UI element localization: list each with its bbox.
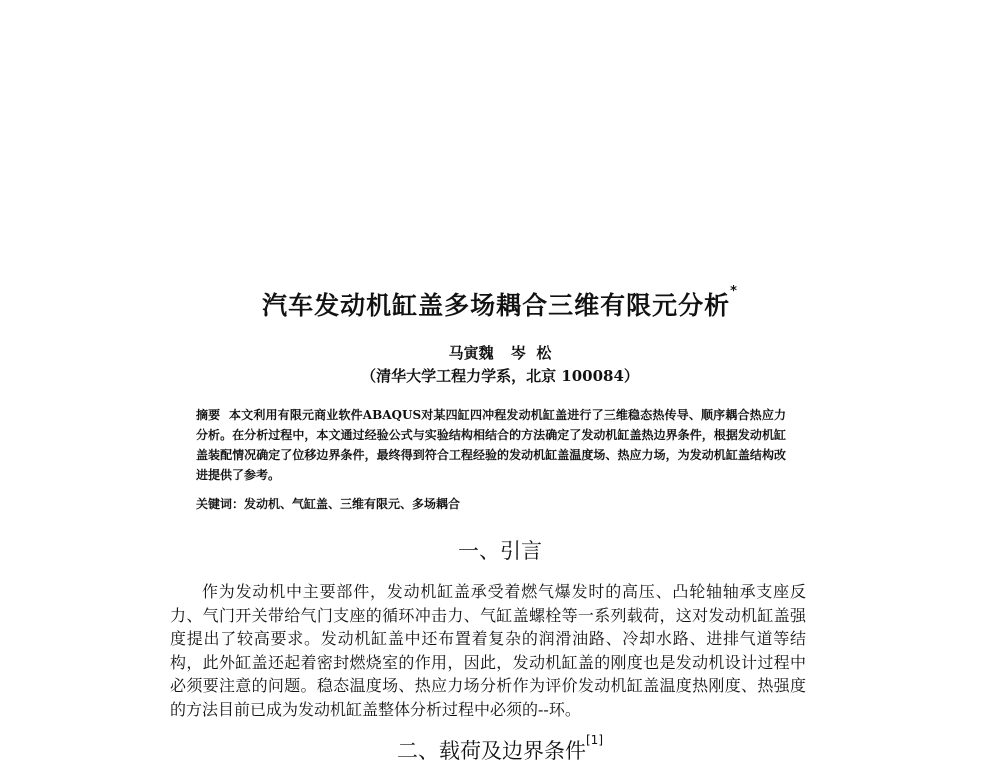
title-footnote-mark: * <box>730 284 738 299</box>
keywords-label: 关键词： <box>196 497 245 511</box>
section-heading-introduction: 一、引言 <box>458 539 542 563</box>
author-name: 岑 松 <box>510 344 552 362</box>
citation-ref[interactable]: [1] <box>586 733 603 747</box>
author-list <box>0 342 1000 363</box>
section-heading-loads-text: 二、载荷及边界条件 <box>397 739 586 763</box>
section-heading-loads <box>0 735 1000 765</box>
keywords <box>196 495 786 512</box>
author-name: 马寅魏 <box>448 344 494 362</box>
paper-title-text: 汽车发动机缸盖多场耦合三维有限元分析 <box>262 291 731 320</box>
abstract-label: 摘要 <box>196 408 221 422</box>
keywords-text: 发动机、气缸盖、三维有限元、多场耦合 <box>244 497 461 511</box>
paper-title <box>0 286 1000 322</box>
abstract <box>196 405 786 485</box>
introduction-paragraph: 作为发动机中主要部件，发动机缸盖承受着燃气爆发时的高压、凸轮轴轴承支座反力、气门开关带给气门支座的循环冲击力、气缸盖螺栓等一系列载荷，这对发动机缸盖强度提出了较高要求。发动机缸盖中还布置着复杂的润滑油路、冷却水路、进排气道等结构，此外缸盖还起着密封燃烧室的作用，因此，发动机缸盖的刚度也是发动机设计过程中必须要注意的问题。稳态温度场、热应力场分析作为评价发动机缸盖温度热刚度、热强度的方法目前已成为发动机缸盖整体分析过程中必须的--环。 <box>170 582 806 719</box>
abstract-text: 本文利用有限元商业软件ABAQUS对某四缸四冲程发动机缸盖进行了三维稳态热传导、顺序耦合热应力分析。在分析过程中，本文通过经验公式与实验结构相结合的方法确定了发动机缸盖热边界条件，根据发动机缸盖装配情况确定了位移边界条件，最终得到符合工程经验的发动机缸盖温度场、热应力场，为发动机缸盖结构改进提供了参考。 <box>196 408 786 482</box>
author-affiliation: （清华大学工程力学系，北京 100084） <box>361 367 639 385</box>
